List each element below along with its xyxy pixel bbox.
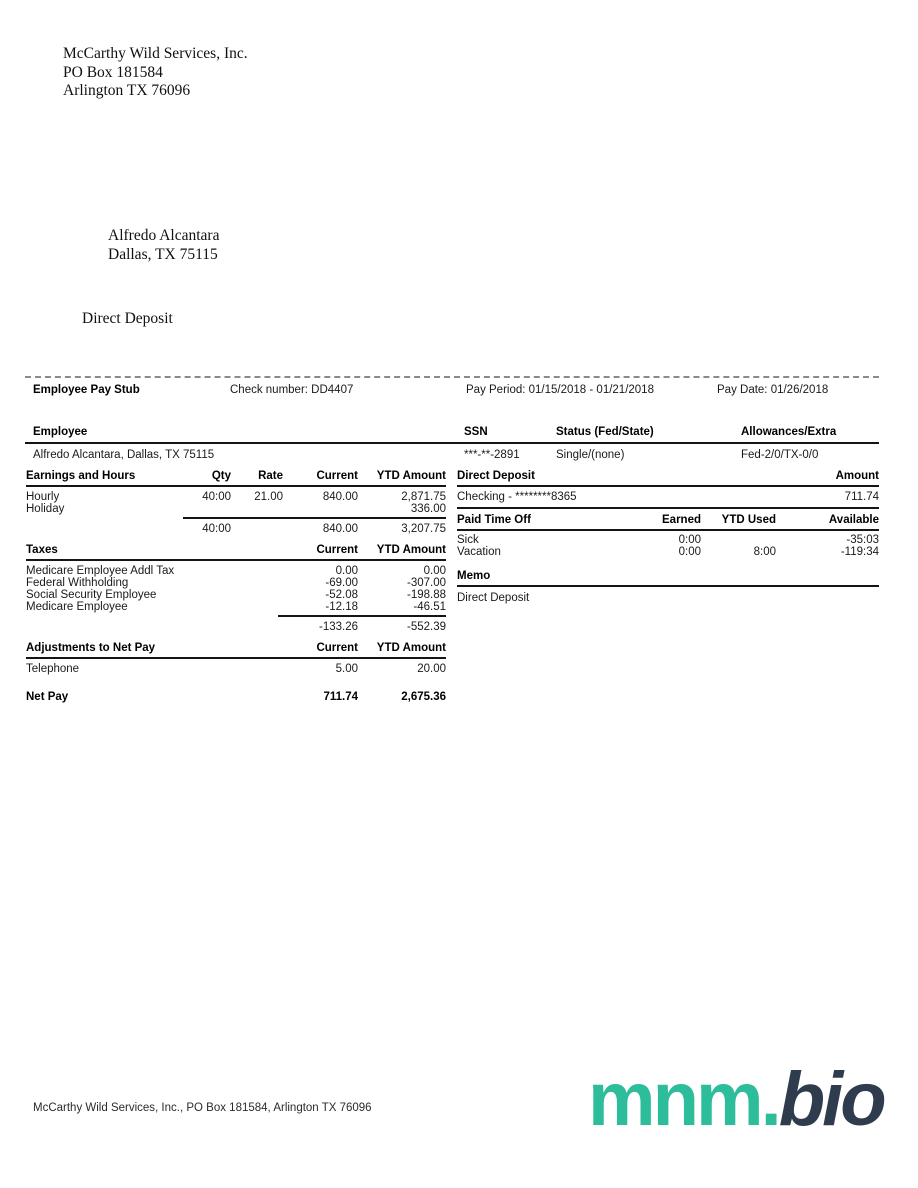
tax-ytd: -307.00 bbox=[406, 576, 446, 589]
spacer bbox=[26, 523, 179, 535]
adjustments-title: Adjustments to Net Pay bbox=[26, 641, 156, 654]
earning-rate bbox=[231, 503, 283, 515]
tax-current: -12.18 bbox=[325, 601, 358, 614]
logo-part-bio: bio bbox=[778, 1057, 884, 1142]
earning-current: 840.00 bbox=[322, 491, 358, 503]
status-value: Single/(none) bbox=[556, 449, 625, 461]
right-column bbox=[457, 468, 879, 604]
taxes-total-current: -133.26 bbox=[318, 621, 358, 634]
table-row bbox=[26, 601, 446, 613]
logo-part-mnm: mnm. bbox=[588, 1057, 779, 1142]
taxes-title: Taxes bbox=[26, 543, 58, 556]
mnm-bio-logo bbox=[588, 1057, 884, 1142]
memo-header-row bbox=[457, 568, 879, 587]
payment-method-label: Direct Deposit bbox=[82, 310, 173, 327]
earnings-rows bbox=[26, 491, 446, 515]
earning-ytd: 336.00 bbox=[410, 503, 446, 516]
allowances-value: Fed-2/0/TX-0/0 bbox=[741, 449, 819, 461]
tax-label: Medicare Employee bbox=[26, 601, 128, 614]
tax-current: -69.00 bbox=[325, 576, 358, 589]
rate-header: Rate bbox=[258, 470, 283, 482]
ytd-header: YTD Amount bbox=[376, 543, 446, 556]
employee-header: Employee bbox=[33, 426, 88, 438]
earning-current bbox=[283, 503, 358, 515]
adjustment-ytd: 20.00 bbox=[417, 662, 446, 675]
tax-label: Federal Withholding bbox=[26, 576, 129, 589]
ssn-value: ***-**-2891 bbox=[464, 449, 520, 461]
memo-text: Direct Deposit bbox=[457, 591, 530, 604]
stub-title: Employee Pay Stub bbox=[33, 384, 140, 396]
earnings-header-row bbox=[26, 468, 446, 487]
pto-label: Sick bbox=[457, 534, 479, 547]
pay-period: Pay Period: 01/15/2018 - 01/21/2018 bbox=[466, 384, 654, 396]
direct-deposit-rows bbox=[457, 491, 879, 503]
taxes-rows bbox=[26, 565, 446, 614]
tax-ytd: -46.51 bbox=[413, 601, 446, 614]
tax-current: -52.08 bbox=[325, 589, 358, 602]
company-address-block bbox=[63, 45, 248, 101]
amount-header: Amount bbox=[835, 470, 879, 482]
ytd-header: YTD Amount bbox=[376, 641, 446, 654]
available-header: Available bbox=[828, 514, 879, 527]
footer-company-line: McCarthy Wild Services, Inc., PO Box 181584, Arlington TX 76096 bbox=[33, 1102, 372, 1114]
earning-rate: 21.00 bbox=[254, 491, 283, 503]
employee-value: Alfredo Alcantara, Dallas, TX 75115 bbox=[33, 449, 215, 461]
earnings-total-ytd: 3,207.75 bbox=[401, 523, 446, 536]
check-number: Check number: DD4407 bbox=[230, 384, 354, 396]
direct-deposit-title: Direct Deposit bbox=[457, 470, 535, 482]
stub-header-band bbox=[25, 376, 879, 463]
earnings-title: Earnings and Hours bbox=[26, 470, 136, 482]
direct-deposit-header-row bbox=[457, 468, 879, 487]
pto-earned: 0:00 bbox=[678, 546, 701, 559]
earning-qty: 40:00 bbox=[202, 491, 231, 503]
net-pay-row bbox=[26, 691, 446, 703]
left-column bbox=[26, 468, 446, 703]
table-row bbox=[26, 491, 446, 503]
pay-date: Pay Date: 01/26/2018 bbox=[717, 384, 829, 396]
ytd-used-header: YTD Used bbox=[721, 514, 776, 527]
company-address-line2: Arlington TX 76096 bbox=[63, 82, 191, 100]
tax-ytd: -198.88 bbox=[406, 589, 446, 602]
net-pay-current: 711.74 bbox=[323, 690, 358, 703]
table-row bbox=[26, 589, 446, 601]
earnings-total-current: 840.00 bbox=[322, 523, 358, 536]
earning-ytd: 2,871.75 bbox=[401, 491, 446, 503]
direct-deposit-divider bbox=[457, 507, 879, 509]
table-row bbox=[26, 503, 446, 515]
tax-current: 0.00 bbox=[335, 564, 358, 577]
table-row bbox=[457, 491, 879, 503]
table-row bbox=[26, 663, 446, 675]
current-header: Current bbox=[316, 470, 358, 482]
pto-earned: 0:00 bbox=[678, 534, 701, 547]
company-address-line1: PO Box 181584 bbox=[63, 63, 163, 81]
ytd-header: YTD Amount bbox=[376, 470, 446, 482]
taxes-total-row bbox=[26, 617, 446, 633]
table-row bbox=[26, 565, 446, 577]
current-header: Current bbox=[316, 543, 358, 556]
earnings-total-rate bbox=[231, 523, 283, 535]
pto-available: -119:34 bbox=[840, 546, 879, 559]
adjustments-rows bbox=[26, 663, 446, 675]
table-row bbox=[26, 577, 446, 589]
table-row bbox=[457, 546, 879, 558]
earned-header: Earned bbox=[662, 514, 701, 527]
spacer bbox=[26, 621, 283, 633]
stub-title-row bbox=[25, 378, 879, 414]
earning-label: Hourly bbox=[26, 491, 60, 503]
pto-rows bbox=[457, 534, 879, 558]
recipient-address-block bbox=[108, 227, 219, 264]
employee-info-divider bbox=[25, 442, 879, 444]
earnings-total-qty: 40:00 bbox=[202, 523, 231, 536]
pto-ytd-used bbox=[701, 534, 776, 546]
tax-label: Medicare Employee Addl Tax bbox=[26, 564, 175, 577]
deposit-account: Checking - ********8365 bbox=[457, 491, 577, 503]
net-pay-label: Net Pay bbox=[26, 690, 69, 703]
memo-title: Memo bbox=[457, 569, 491, 582]
status-header: Status (Fed/State) bbox=[556, 426, 654, 438]
company-name: McCarthy Wild Services, Inc. bbox=[63, 45, 248, 62]
earning-qty bbox=[179, 503, 231, 515]
qty-header: Qty bbox=[211, 470, 231, 482]
adjustment-label: Telephone bbox=[26, 662, 80, 675]
pto-header-row bbox=[457, 512, 879, 531]
tax-ytd: 0.00 bbox=[423, 564, 446, 577]
net-pay-ytd: 2,675.36 bbox=[401, 690, 446, 703]
taxes-header-row bbox=[26, 542, 446, 561]
earning-label: Holiday bbox=[26, 503, 65, 516]
allowances-header: Allowances/Extra bbox=[741, 426, 837, 438]
earnings-total-row bbox=[26, 519, 446, 535]
pto-label: Vacation bbox=[457, 546, 501, 559]
deposit-amount: 711.74 bbox=[844, 491, 879, 503]
table-row bbox=[457, 534, 879, 546]
pto-title: Paid Time Off bbox=[457, 514, 531, 527]
pto-available: -35:03 bbox=[846, 534, 879, 547]
tax-label: Social Security Employee bbox=[26, 589, 157, 602]
adjustment-current: 5.00 bbox=[335, 662, 358, 675]
taxes-total-ytd: -552.39 bbox=[406, 621, 446, 634]
employee-info-value-row bbox=[25, 449, 879, 463]
adjustments-header-row bbox=[26, 640, 446, 659]
employee-info-header-row bbox=[25, 426, 879, 440]
pto-ytd-used: 8:00 bbox=[753, 546, 776, 559]
current-header: Current bbox=[316, 641, 358, 654]
ssn-header: SSN bbox=[464, 426, 488, 438]
recipient-address: Dallas, TX 75115 bbox=[108, 245, 218, 263]
recipient-name: Alfredo Alcantara bbox=[108, 227, 220, 244]
